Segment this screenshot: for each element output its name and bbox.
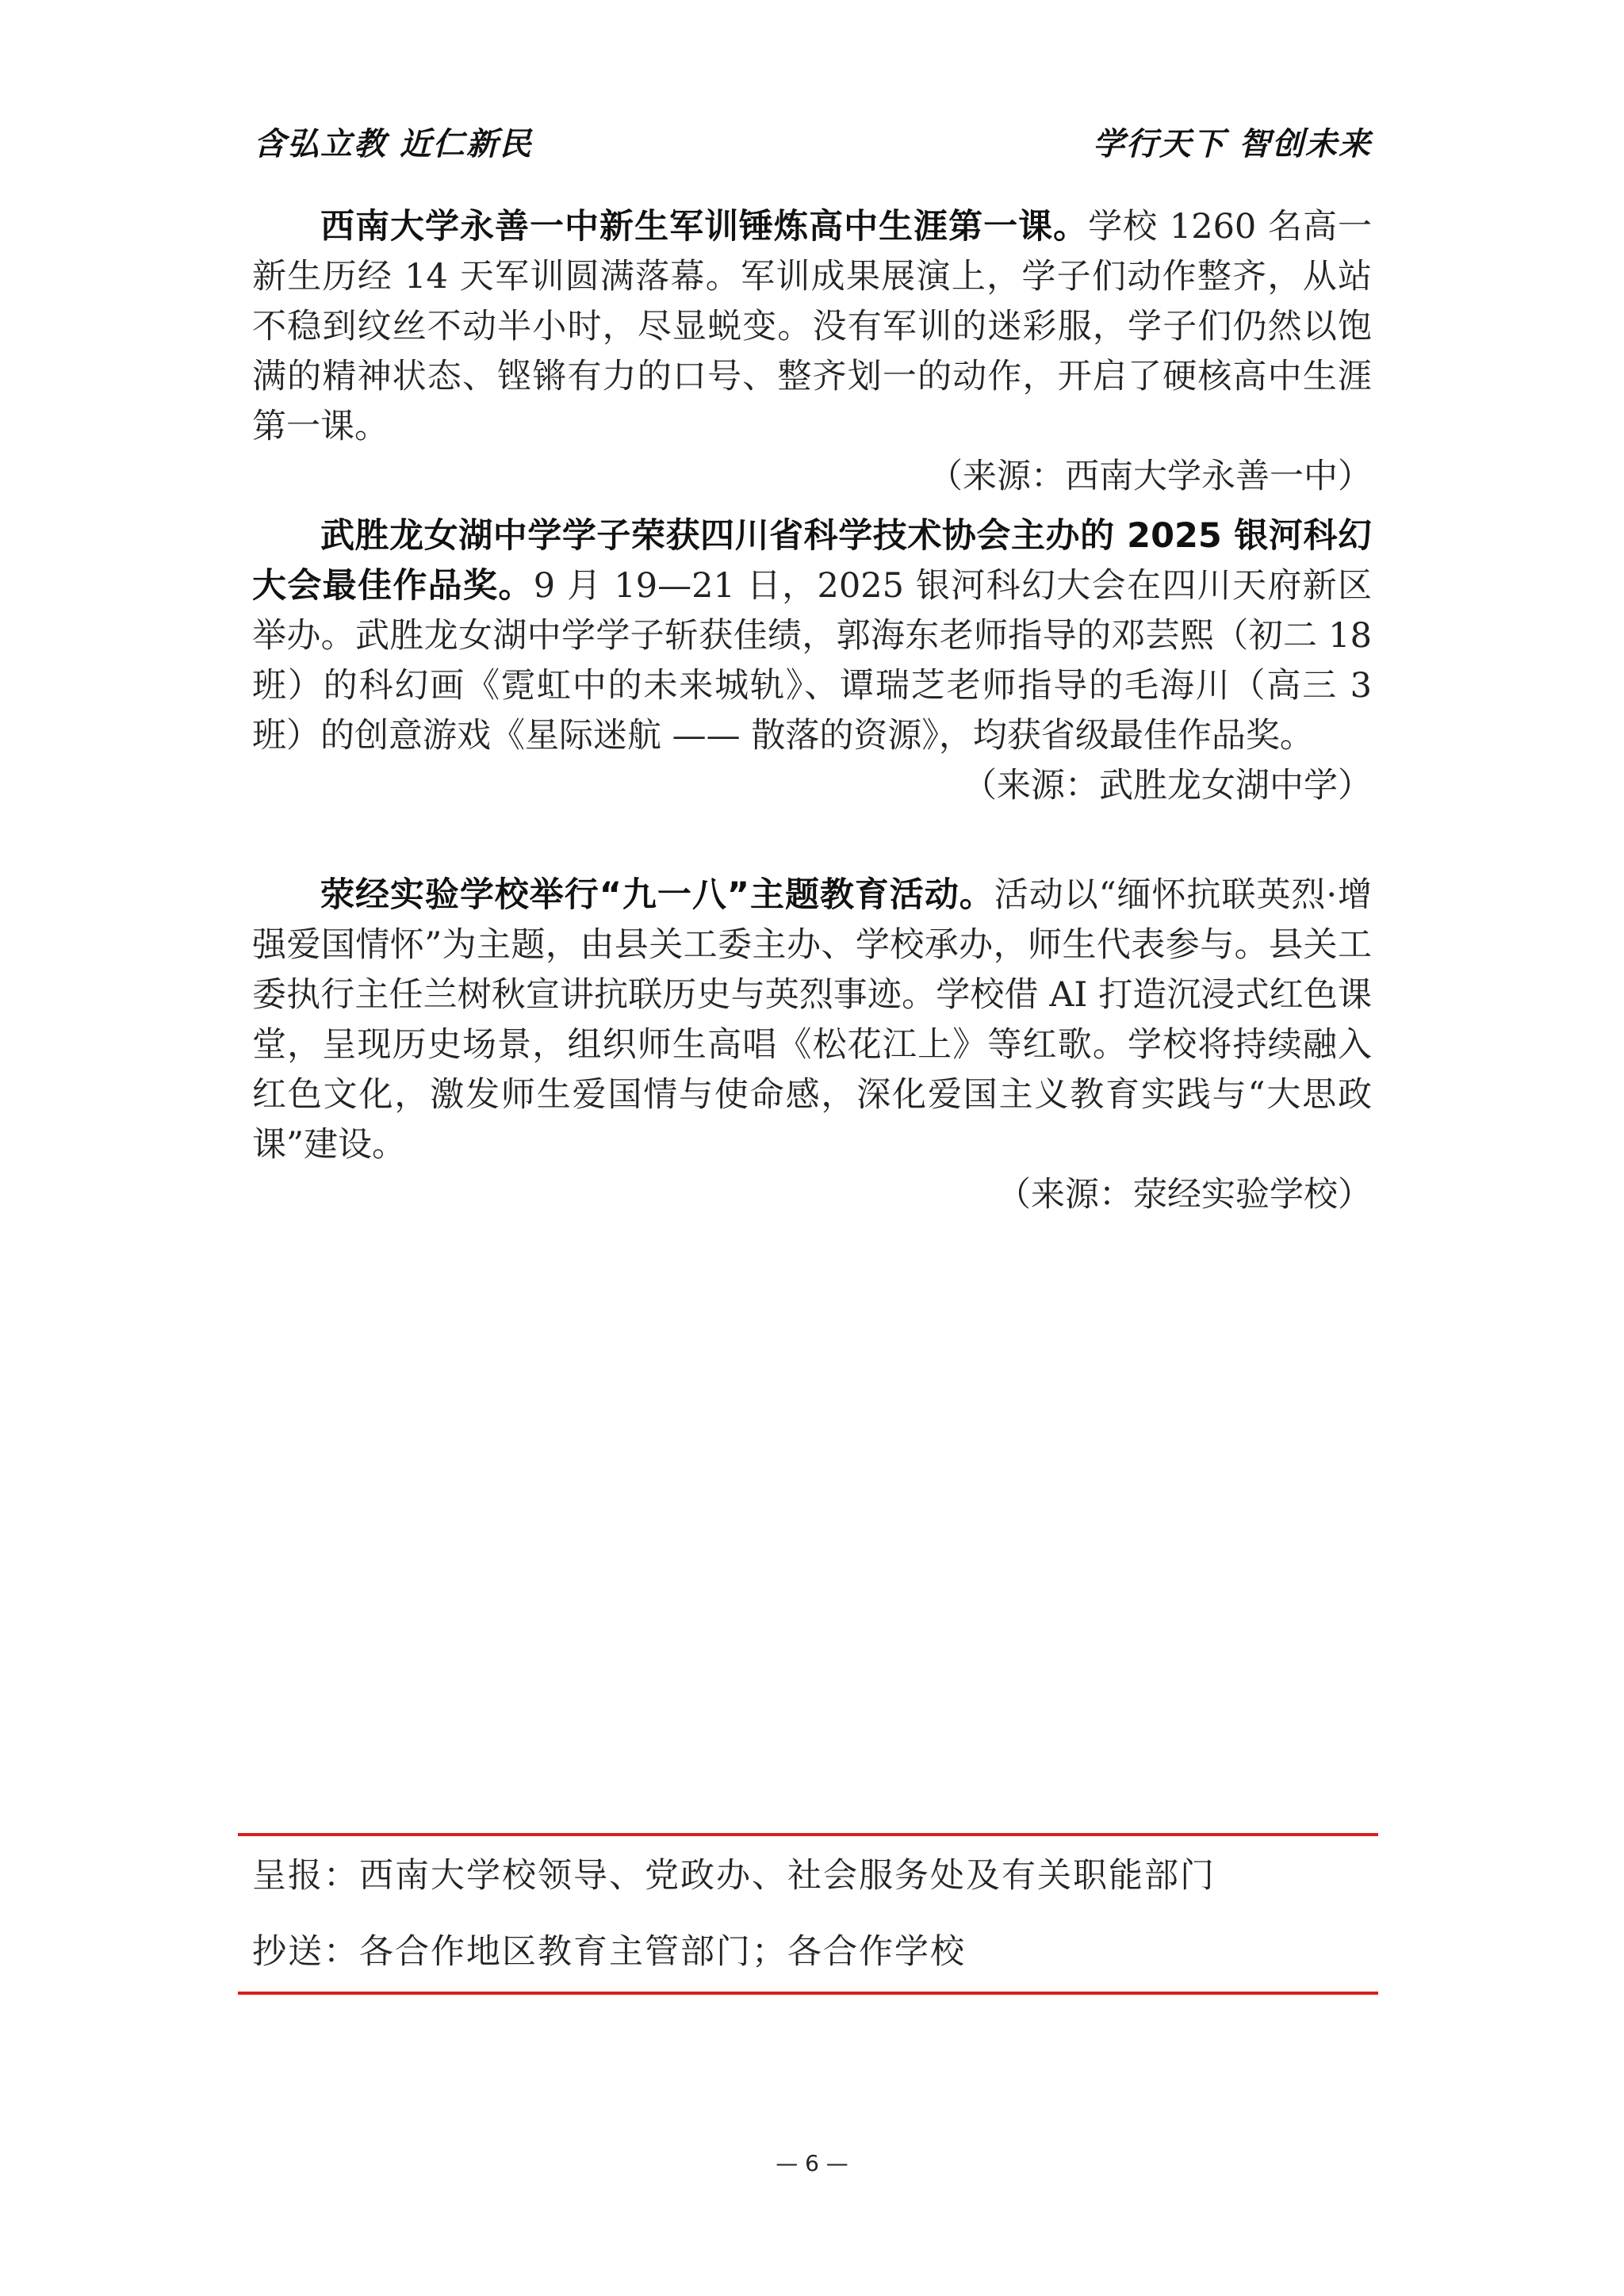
header-motto-left: 含弘立教 近仁新民 <box>254 125 533 163</box>
news-item-1 <box>252 202 1372 502</box>
news-source: （来源：荥经实验学校） <box>997 1175 1372 1215</box>
news-body: 9 月 19—21 日，2025 银河科幻大会在四川天府新区举办。武胜龙女湖中学学子斩获佳绩，郭海东老师指导的邓芸熙（初二 18 班）的科幻画《霓虹中的未来城轨》、谭瑞芝老师指导的毛海川（高三 3 班）的创意游戏《星际迷航 —— 散落的资源》，均获省级最佳作品奖。 <box>252 566 1372 756</box>
news-headline: 荥经实验学校举行“九一八”主题教育活动。 <box>320 875 994 915</box>
news-body: 学校 1260 名高一新生历经 14 天军训圆满落幕。军训成果展演上，学子们动作整齐，从站不稳到纹丝不动半小时，尽显蜕变。没有军训的迷彩服，学子们仍然以饱满的精神状态、铿锵有力的口号、整齐划一的动作，开启了硬核高中生涯第一课。 <box>252 207 1372 446</box>
news-headline: 武胜龙女湖中学学子荣获四川省科学技术协会主办的 2025 银河科幻大会最佳作品奖。 <box>252 516 1372 606</box>
news-source: （来源：西南大学永善一中） <box>929 457 1372 496</box>
news-body: 活动以“缅怀抗联英烈·增强爱国情怀”为主题，由县关工委主办、学校承办，师生代表参与。县关工委执行主任兰树秋宣讲抗联历史与英烈事迹。学校借 AI 打造沉浸式红色课堂，呈现历史场景，组织师生高唱《松花江上》等红歌。学校将持续融入红色文化，激发师生爱国情与使命感，深化爱国主义教育实践与“大思政课”建设。 <box>252 875 1372 1165</box>
distribution-bottom-rule <box>238 1992 1378 1995</box>
distribution-top-rule <box>238 1833 1378 1836</box>
news-item-3 <box>252 871 1372 1220</box>
news-source: （来源：武胜龙女湖中学） <box>963 766 1372 806</box>
news-headline: 西南大学永善一中新生军训锤炼高中生涯第一课。 <box>320 207 1089 247</box>
news-item-2 <box>252 511 1372 811</box>
report-to-line: 呈报：西南大学校领导、党政办、社会服务处及有关职能部门 <box>252 1856 1216 1896</box>
copy-to-line: 抄送：各合作地区教育主管部门；各合作学校 <box>252 1932 966 1972</box>
header-motto-right: 学行天下 智创未来 <box>1093 125 1372 163</box>
page-number: — 6 — <box>776 2150 848 2176</box>
page-header <box>254 119 1372 166</box>
